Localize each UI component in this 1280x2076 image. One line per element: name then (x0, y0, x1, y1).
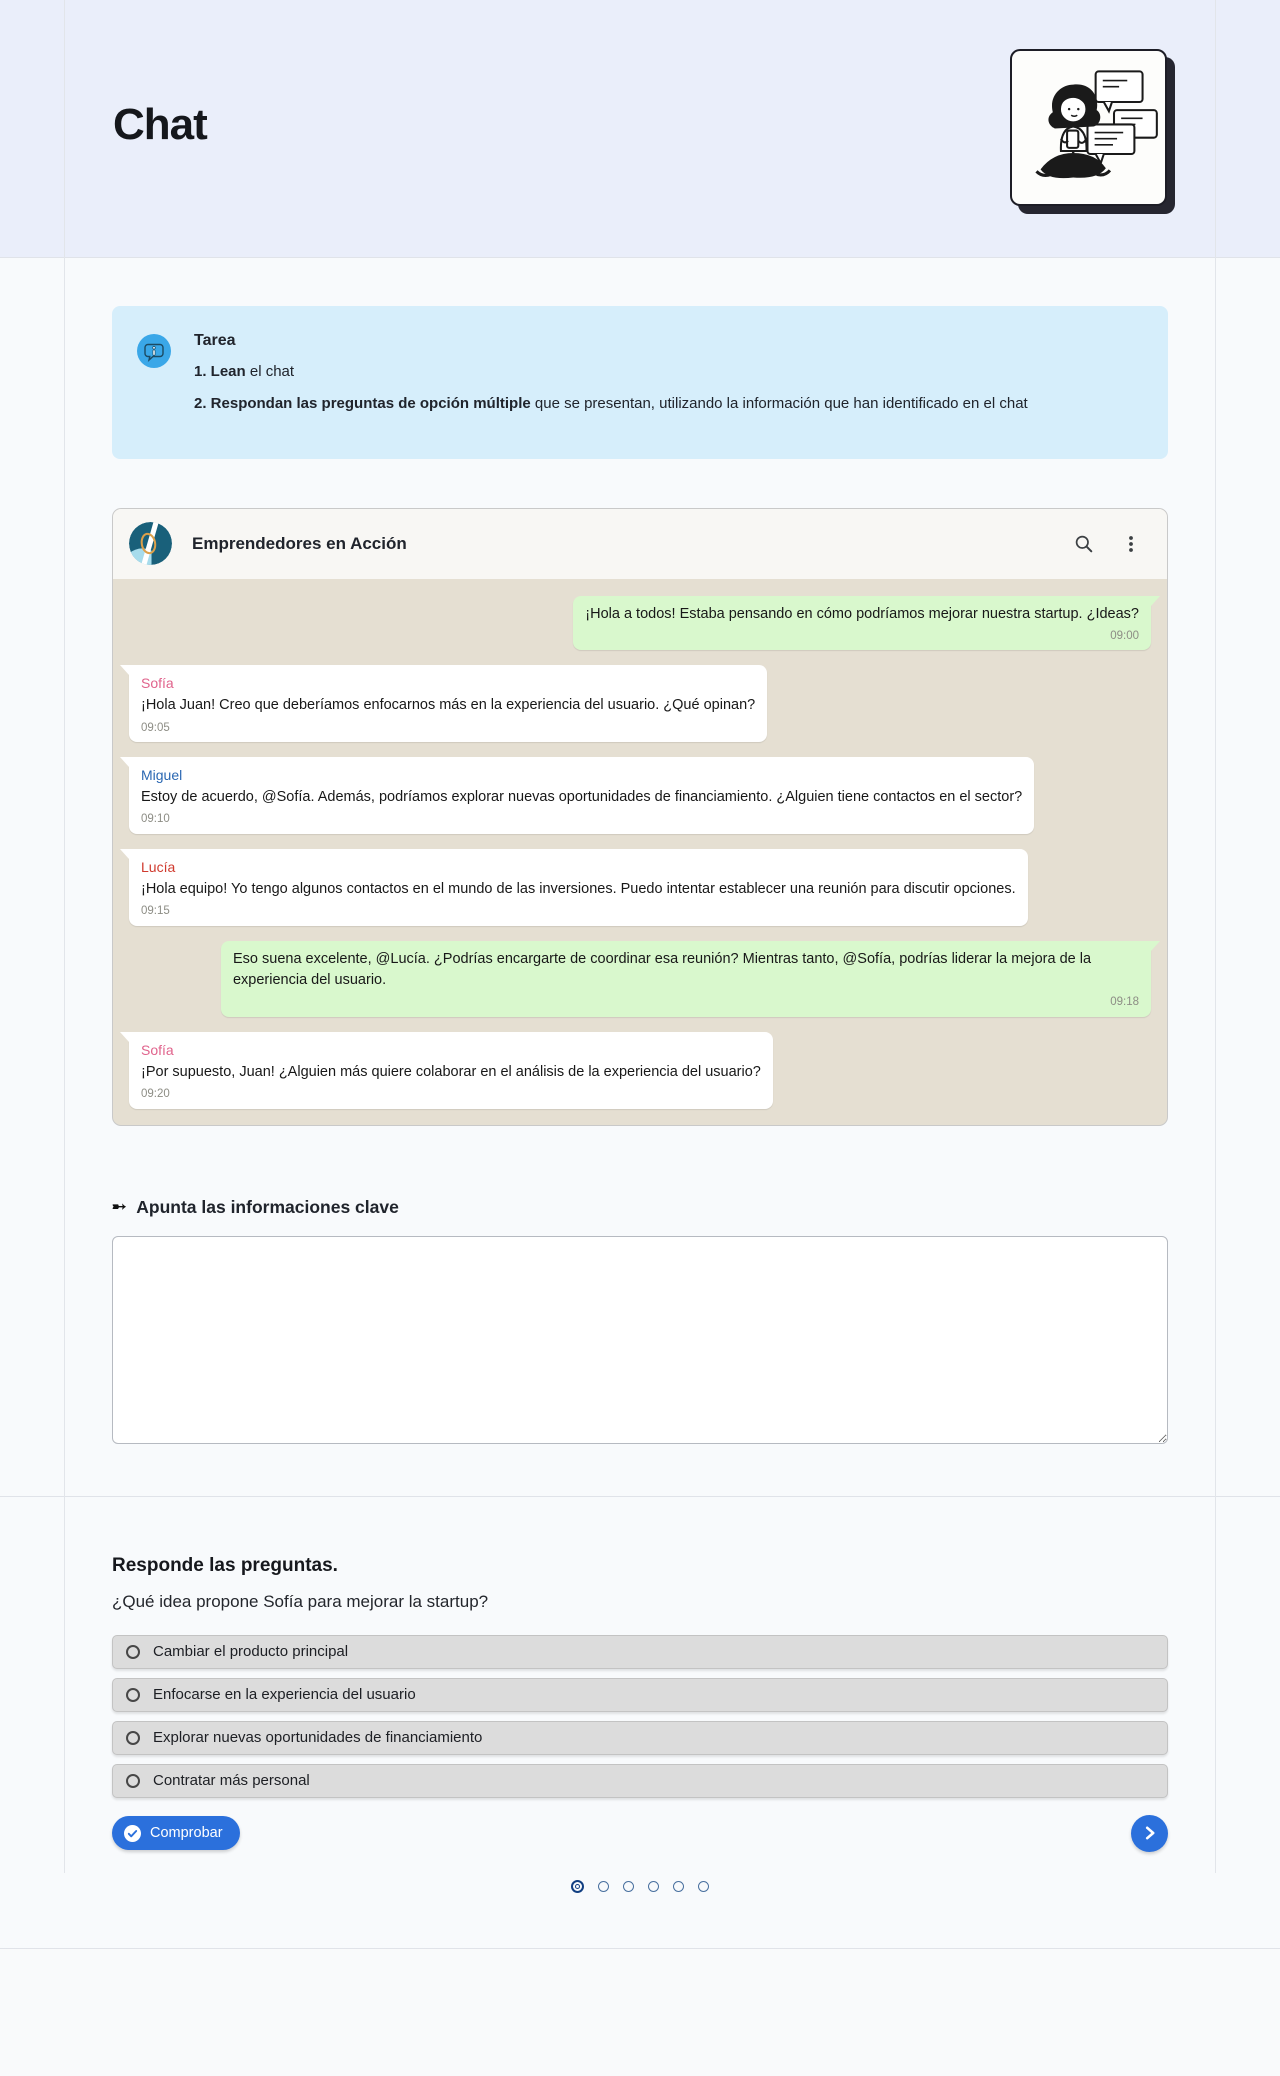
radio-icon[interactable] (126, 1688, 140, 1702)
notes-textarea[interactable] (112, 1236, 1168, 1444)
search-icon[interactable] (1073, 533, 1095, 555)
chat-message (129, 665, 767, 742)
message-author: Lucía (141, 859, 176, 876)
chat-message (129, 849, 1028, 926)
chat-window (112, 508, 1168, 1126)
message-time: 09:00 (1110, 629, 1139, 642)
radio-icon[interactable] (126, 1731, 140, 1745)
check-answers-button[interactable] (112, 1816, 240, 1850)
task-content (194, 332, 1028, 427)
chat-message-list (113, 579, 1167, 1125)
task-item-2-rest: que se presentan, utilizando la información que han identificado en el chat (530, 394, 1028, 412)
pagination-dot-2[interactable] (598, 1881, 609, 1892)
task-item-1 (194, 363, 1028, 382)
chat-header (113, 509, 1167, 579)
task-title: Tarea (194, 332, 236, 349)
quiz-option-2-label: Enfocarse en la experiencia del usuario (153, 1686, 416, 1704)
task-item-2-bold: 2. Respondan las preguntas de opción múltiple (194, 394, 531, 412)
check-circle-icon (124, 1825, 141, 1842)
group-avatar (129, 522, 172, 565)
message-author: Sofía (141, 675, 174, 692)
message-text: ¡Hola Juan! Creo que deberíamos enfocarnos más en la experiencia del usuario. ¿Qué opinan? (141, 697, 756, 714)
woman-texting-illustration-icon (1012, 51, 1165, 204)
pagination-dots (112, 1880, 1168, 1893)
chat-header-icons (1073, 533, 1142, 555)
chat-message (129, 757, 1034, 834)
message-text: ¡Hola a todos! Estaba pensando en cómo podríamos mejorar nuestra startup. ¿Ideas? (585, 605, 1139, 622)
quiz-actions (112, 1815, 1168, 1852)
pagination-dot-4[interactable] (648, 1881, 659, 1892)
radio-icon[interactable] (126, 1774, 140, 1788)
message-text: ¡Hola equipo! Yo tengo algunos contactos en el mundo de las inversiones. Puedo intentar establecer una reunión para discutir opciones. (141, 881, 1016, 898)
task-item-2 (194, 395, 1028, 414)
quiz-heading: Responde las preguntas. (112, 1554, 338, 1576)
next-page-button[interactable] (1131, 1815, 1168, 1852)
quiz-option-1[interactable] (112, 1635, 1168, 1669)
pagination-dot-1-inner (575, 1884, 580, 1889)
page-guide-line-right (1215, 0, 1216, 1873)
quiz-option-3-label: Explorar nuevas oportunidades de financiamiento (153, 1729, 483, 1747)
pagination-dot-5[interactable] (673, 1881, 684, 1892)
pagination-dot-3[interactable] (623, 1881, 634, 1892)
quiz-option-1-label: Cambiar el producto principal (153, 1643, 349, 1661)
message-time: 09:20 (141, 1088, 170, 1101)
footer-band (0, 1949, 1280, 2076)
notes-heading (112, 1197, 1168, 1218)
message-text: ¡Por supuesto, Juan! ¿Alguien más quiere colaborar en el análisis de la experiencia del usuario? (141, 1064, 761, 1081)
header-band (0, 0, 1280, 258)
quiz-option-2[interactable] (112, 1678, 1168, 1712)
page-title: Chat (113, 100, 207, 149)
message-time: 09:18 (1110, 996, 1139, 1009)
quiz-option-3[interactable] (112, 1721, 1168, 1755)
task-item-1-rest: el chat (245, 363, 295, 380)
chevron-right-icon (1143, 1826, 1157, 1840)
quiz-section (0, 1497, 1280, 1948)
chat-message (129, 1032, 773, 1109)
kebab-menu-icon[interactable] (1120, 533, 1142, 555)
message-time: 09:15 (141, 905, 170, 918)
check-button-label: Comprobar (150, 1825, 223, 1842)
task-box (112, 306, 1168, 459)
message-text: Estoy de acuerdo, @Sofía. Además, podríamos explorar nuevas oportunidades de financiamiento. ¿Alguien tiene contactos en el sector? (141, 789, 1023, 806)
task-item-1-bold: 1. Lean (194, 363, 246, 380)
quiz-option-4-label: Contratar más personal (153, 1772, 310, 1790)
info-icon (137, 334, 171, 368)
chat-illustration-card (1010, 49, 1167, 206)
arrow-pen-icon: ➸ (112, 1197, 127, 1217)
message-author: Miguel (141, 767, 183, 784)
message-author: Sofía (141, 1041, 174, 1058)
pagination-dot-1[interactable] (571, 1880, 584, 1893)
message-time: 09:05 (141, 721, 170, 734)
quiz-question: ¿Qué idea propone Sofía para mejorar la startup? (112, 1591, 489, 1611)
chat-message (221, 941, 1151, 1017)
message-time: 09:10 (141, 813, 170, 826)
quiz-option-4[interactable] (112, 1764, 1168, 1798)
chat-message (573, 596, 1151, 651)
chat-title: Emprendedores en Acción (192, 533, 407, 553)
page-guide-line-left (64, 0, 65, 1873)
pagination-dot-6[interactable] (698, 1881, 709, 1892)
message-text: Eso suena excelente, @Lucía. ¿Podrías encargarte de coordinar esa reunión? Mientras tanto, @Sofía, podrías liderar la mejora de la experiencia del usuario. (232, 951, 1092, 989)
radio-icon[interactable] (126, 1645, 140, 1659)
notes-heading-label: Apunta las informaciones clave (136, 1196, 399, 1217)
main-content (0, 258, 1280, 1496)
